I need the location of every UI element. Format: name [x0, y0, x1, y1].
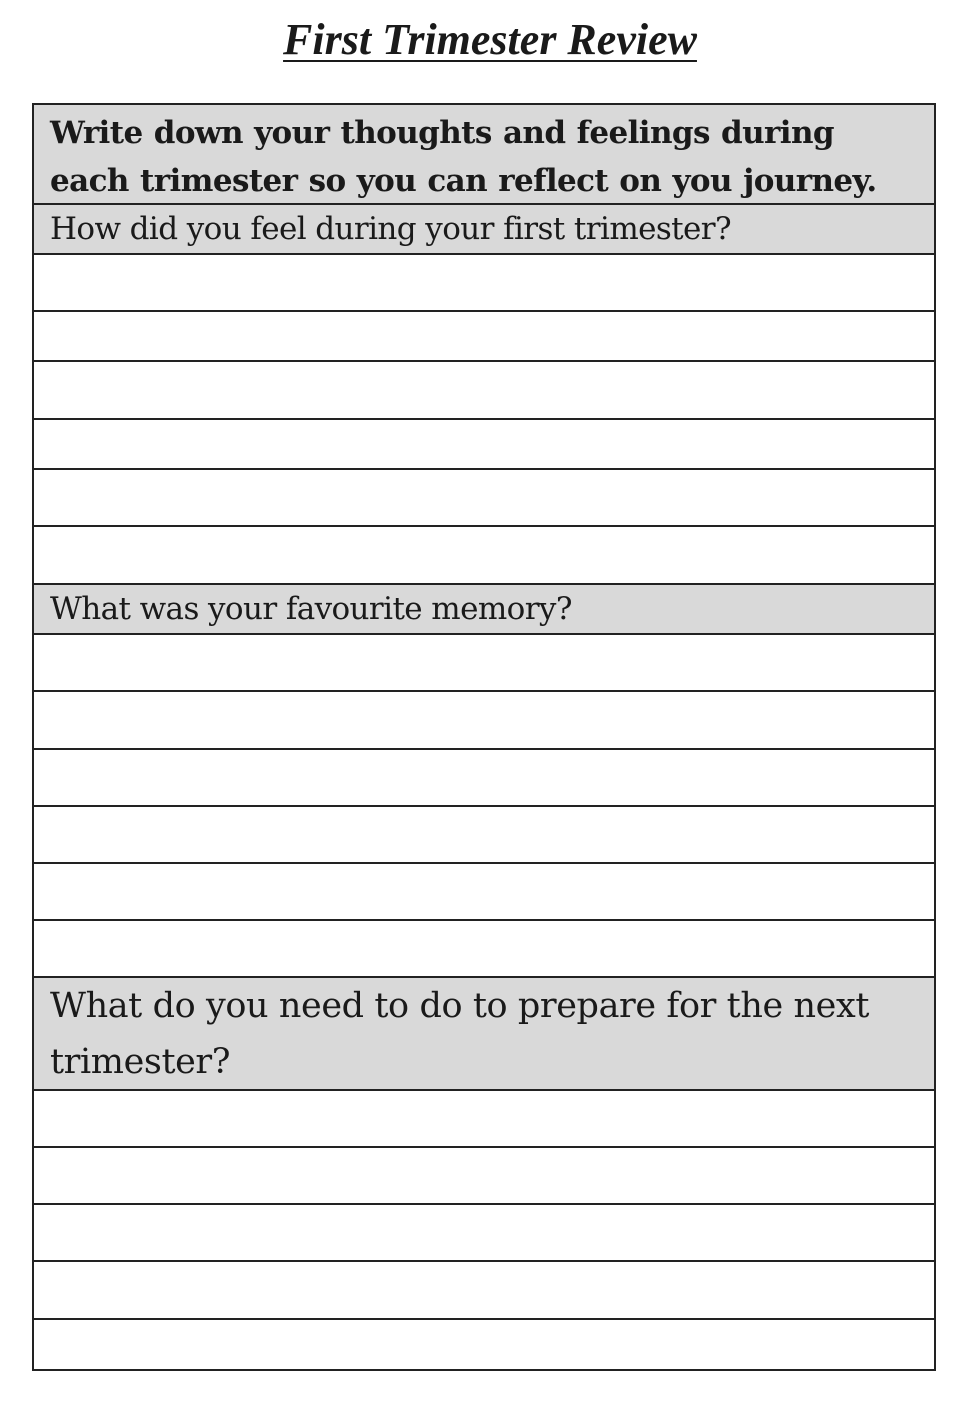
question-1: How did you feel during your first trimester?: [34, 205, 934, 255]
page-title-text: First Trimester Review: [283, 15, 697, 64]
review-table: [32, 103, 936, 1371]
question-3: What do you need to do to prepare for the next trimester?: [34, 978, 934, 1091]
answer-line[interactable]: [34, 864, 934, 921]
answer-line[interactable]: [34, 1148, 934, 1205]
answer-line[interactable]: [34, 1262, 934, 1320]
answer-line[interactable]: [34, 1205, 934, 1262]
answer-line[interactable]: [34, 807, 934, 864]
answer-line[interactable]: [34, 692, 934, 750]
answer-line[interactable]: [34, 1320, 934, 1369]
answer-line[interactable]: [34, 527, 934, 585]
answer-line[interactable]: [34, 255, 934, 312]
answer-line[interactable]: [34, 921, 934, 978]
answer-line[interactable]: [34, 420, 934, 470]
answer-line[interactable]: [34, 312, 934, 362]
answer-line[interactable]: [34, 1091, 934, 1148]
answer-line[interactable]: [34, 635, 934, 692]
page-title: [0, 14, 980, 66]
answer-line[interactable]: [34, 470, 934, 527]
answer-line[interactable]: [34, 362, 934, 420]
answer-line[interactable]: [34, 750, 934, 807]
intro-instructions: Write down your thoughts and feelings during each trimester so you can reflect on you journey.: [34, 105, 934, 205]
question-2: What was your favourite memory?: [34, 585, 934, 635]
